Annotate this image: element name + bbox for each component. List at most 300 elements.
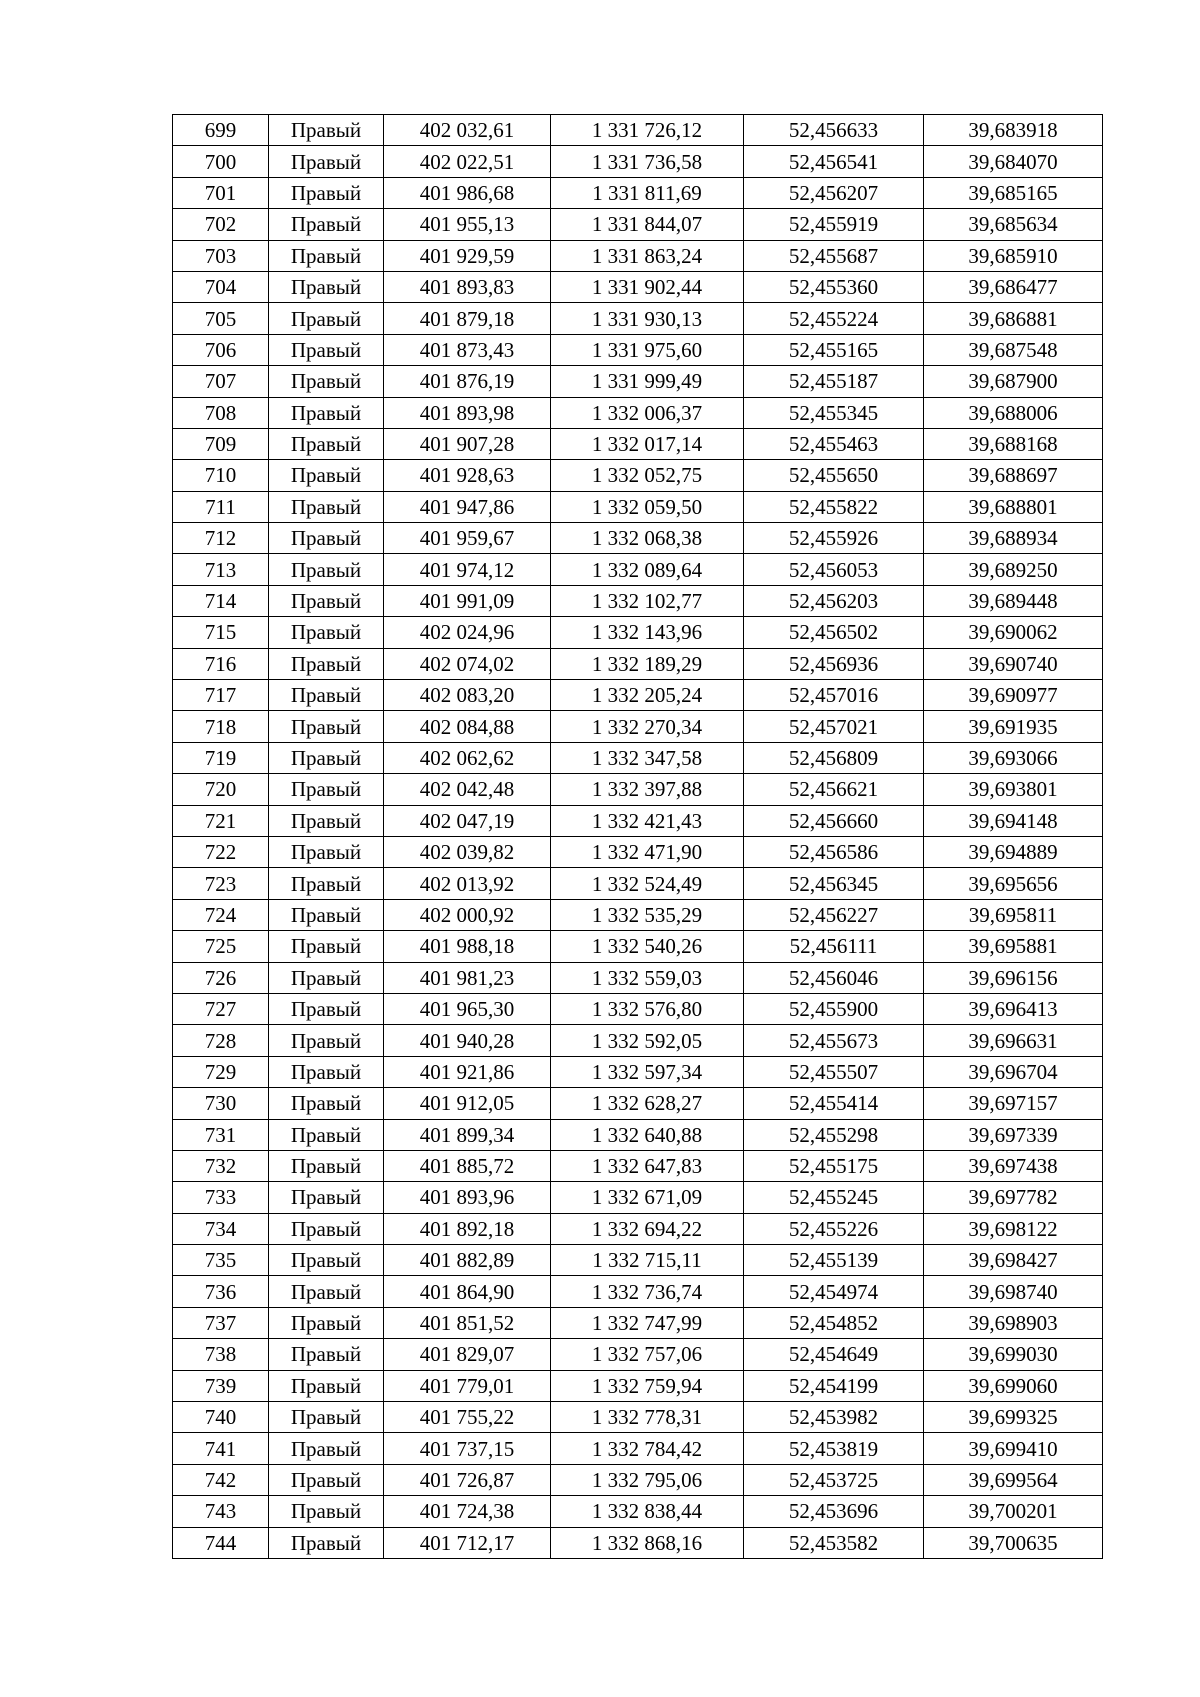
point-number-cell: 744 [173,1527,269,1558]
y-coordinate-cell: 1 332 559,03 [551,962,744,993]
side-cell: Правый [269,617,384,648]
longitude-cell: 39,691935 [924,711,1103,742]
y-coordinate-cell: 1 332 068,38 [551,523,744,554]
side-cell: Правый [269,1464,384,1495]
side-cell: Правый [269,1025,384,1056]
latitude-cell: 52,457021 [744,711,924,742]
x-coordinate-cell: 401 737,15 [384,1433,551,1464]
table-row [173,1527,1103,1558]
point-number-cell: 715 [173,617,269,648]
y-coordinate-cell: 1 331 736,58 [551,146,744,177]
latitude-cell: 52,453982 [744,1402,924,1433]
side-cell: Правый [269,523,384,554]
side-cell: Правый [269,209,384,240]
point-number-cell: 731 [173,1119,269,1150]
table-row [173,428,1103,459]
latitude-cell: 52,454199 [744,1370,924,1401]
y-coordinate-cell: 1 332 576,80 [551,993,744,1024]
latitude-cell: 52,454852 [744,1307,924,1338]
table-row [173,554,1103,585]
latitude-cell: 52,453582 [744,1527,924,1558]
point-number-cell: 729 [173,1056,269,1087]
x-coordinate-cell: 402 084,88 [384,711,551,742]
longitude-cell: 39,696704 [924,1056,1103,1087]
point-number-cell: 739 [173,1370,269,1401]
table-row [173,993,1103,1024]
side-cell: Правый [269,397,384,428]
coordinates-table-body [173,115,1103,1559]
y-coordinate-cell: 1 331 811,69 [551,177,744,208]
x-coordinate-cell: 401 893,83 [384,271,551,302]
latitude-cell: 52,456053 [744,554,924,585]
latitude-cell: 52,455650 [744,460,924,491]
longitude-cell: 39,694889 [924,836,1103,867]
point-number-cell: 735 [173,1245,269,1276]
x-coordinate-cell: 401 893,96 [384,1182,551,1213]
y-coordinate-cell: 1 331 975,60 [551,334,744,365]
side-cell: Правый [269,460,384,491]
x-coordinate-cell: 401 879,18 [384,303,551,334]
latitude-cell: 52,455360 [744,271,924,302]
x-coordinate-cell: 401 755,22 [384,1402,551,1433]
longitude-cell: 39,694148 [924,805,1103,836]
longitude-cell: 39,698122 [924,1213,1103,1244]
side-cell: Правый [269,271,384,302]
y-coordinate-cell: 1 332 778,31 [551,1402,744,1433]
x-coordinate-cell: 401 885,72 [384,1150,551,1181]
point-number-cell: 725 [173,931,269,962]
latitude-cell: 52,457016 [744,680,924,711]
table-row [173,397,1103,428]
x-coordinate-cell: 401 851,52 [384,1307,551,1338]
side-cell: Правый [269,1056,384,1087]
longitude-cell: 39,684070 [924,146,1103,177]
latitude-cell: 52,456046 [744,962,924,993]
latitude-cell: 52,456660 [744,805,924,836]
x-coordinate-cell: 401 893,98 [384,397,551,428]
table-row [173,931,1103,962]
y-coordinate-cell: 1 332 524,49 [551,868,744,899]
point-number-cell: 712 [173,523,269,554]
x-coordinate-cell: 401 991,09 [384,585,551,616]
side-cell: Правый [269,303,384,334]
x-coordinate-cell: 401 912,05 [384,1088,551,1119]
side-cell: Правый [269,1150,384,1181]
point-number-cell: 730 [173,1088,269,1119]
side-cell: Правый [269,240,384,271]
y-coordinate-cell: 1 331 930,13 [551,303,744,334]
point-number-cell: 740 [173,1402,269,1433]
side-cell: Правый [269,1276,384,1307]
table-row [173,460,1103,491]
y-coordinate-cell: 1 332 795,06 [551,1464,744,1495]
longitude-cell: 39,699325 [924,1402,1103,1433]
point-number-cell: 742 [173,1464,269,1495]
table-row [173,899,1103,930]
x-coordinate-cell: 402 062,62 [384,742,551,773]
table-row [173,271,1103,302]
longitude-cell: 39,688697 [924,460,1103,491]
latitude-cell: 52,455687 [744,240,924,271]
side-cell: Правый [269,428,384,459]
latitude-cell: 52,453696 [744,1496,924,1527]
point-number-cell: 705 [173,303,269,334]
longitude-cell: 39,697782 [924,1182,1103,1213]
x-coordinate-cell: 402 047,19 [384,805,551,836]
table-row [173,334,1103,365]
table-row [173,680,1103,711]
table-row [173,1339,1103,1370]
longitude-cell: 39,698740 [924,1276,1103,1307]
latitude-cell: 52,455175 [744,1150,924,1181]
y-coordinate-cell: 1 332 694,22 [551,1213,744,1244]
longitude-cell: 39,686477 [924,271,1103,302]
point-number-cell: 723 [173,868,269,899]
point-number-cell: 736 [173,1276,269,1307]
latitude-cell: 52,456227 [744,899,924,930]
point-number-cell: 741 [173,1433,269,1464]
longitude-cell: 39,689250 [924,554,1103,585]
x-coordinate-cell: 401 882,89 [384,1245,551,1276]
point-number-cell: 727 [173,993,269,1024]
y-coordinate-cell: 1 331 844,07 [551,209,744,240]
side-cell: Правый [269,1088,384,1119]
longitude-cell: 39,690062 [924,617,1103,648]
point-number-cell: 711 [173,491,269,522]
x-coordinate-cell: 401 955,13 [384,209,551,240]
latitude-cell: 52,455926 [744,523,924,554]
table-row [173,146,1103,177]
point-number-cell: 701 [173,177,269,208]
longitude-cell: 39,699564 [924,1464,1103,1495]
side-cell: Правый [269,1370,384,1401]
table-row [173,115,1103,146]
y-coordinate-cell: 1 332 052,75 [551,460,744,491]
table-row [173,1496,1103,1527]
y-coordinate-cell: 1 332 471,90 [551,836,744,867]
table-row [173,742,1103,773]
table-row [173,774,1103,805]
side-cell: Правый [269,836,384,867]
x-coordinate-cell: 401 974,12 [384,554,551,585]
longitude-cell: 39,685910 [924,240,1103,271]
side-cell: Правый [269,146,384,177]
table-row [173,1119,1103,1150]
latitude-cell: 52,455507 [744,1056,924,1087]
y-coordinate-cell: 1 332 736,74 [551,1276,744,1307]
table-row [173,1056,1103,1087]
side-cell: Правый [269,1182,384,1213]
longitude-cell: 39,693801 [924,774,1103,805]
x-coordinate-cell: 401 947,86 [384,491,551,522]
point-number-cell: 721 [173,805,269,836]
side-cell: Правый [269,899,384,930]
point-number-cell: 709 [173,428,269,459]
table-row [173,1402,1103,1433]
side-cell: Правый [269,1527,384,1558]
table-row [173,711,1103,742]
table-row [173,868,1103,899]
longitude-cell: 39,698903 [924,1307,1103,1338]
latitude-cell: 52,456207 [744,177,924,208]
y-coordinate-cell: 1 332 747,99 [551,1307,744,1338]
x-coordinate-cell: 401 829,07 [384,1339,551,1370]
side-cell: Правый [269,1339,384,1370]
latitude-cell: 52,456809 [744,742,924,773]
longitude-cell: 39,696413 [924,993,1103,1024]
longitude-cell: 39,696156 [924,962,1103,993]
longitude-cell: 39,699030 [924,1339,1103,1370]
table-row [173,1276,1103,1307]
x-coordinate-cell: 401 965,30 [384,993,551,1024]
table-row [173,1307,1103,1338]
y-coordinate-cell: 1 332 784,42 [551,1433,744,1464]
y-coordinate-cell: 1 332 597,34 [551,1056,744,1087]
x-coordinate-cell: 401 907,28 [384,428,551,459]
table-row [173,209,1103,240]
table-row [173,648,1103,679]
x-coordinate-cell: 401 988,18 [384,931,551,962]
point-number-cell: 719 [173,742,269,773]
table-row [173,585,1103,616]
latitude-cell: 52,455187 [744,366,924,397]
x-coordinate-cell: 402 074,02 [384,648,551,679]
y-coordinate-cell: 1 332 715,11 [551,1245,744,1276]
x-coordinate-cell: 401 986,68 [384,177,551,208]
side-cell: Правый [269,1307,384,1338]
latitude-cell: 52,455345 [744,397,924,428]
latitude-cell: 52,455139 [744,1245,924,1276]
side-cell: Правый [269,554,384,585]
side-cell: Правый [269,774,384,805]
table-row [173,177,1103,208]
table-row [173,1464,1103,1495]
longitude-cell: 39,699410 [924,1433,1103,1464]
x-coordinate-cell: 401 873,43 [384,334,551,365]
longitude-cell: 39,687900 [924,366,1103,397]
side-cell: Правый [269,1119,384,1150]
latitude-cell: 52,456621 [744,774,924,805]
longitude-cell: 39,685165 [924,177,1103,208]
y-coordinate-cell: 1 332 059,50 [551,491,744,522]
x-coordinate-cell: 401 928,63 [384,460,551,491]
x-coordinate-cell: 402 024,96 [384,617,551,648]
point-number-cell: 720 [173,774,269,805]
table-row [173,240,1103,271]
y-coordinate-cell: 1 332 205,24 [551,680,744,711]
side-cell: Правый [269,993,384,1024]
latitude-cell: 52,455919 [744,209,924,240]
table-row [173,1213,1103,1244]
longitude-cell: 39,688801 [924,491,1103,522]
longitude-cell: 39,686881 [924,303,1103,334]
y-coordinate-cell: 1 332 868,16 [551,1527,744,1558]
point-number-cell: 734 [173,1213,269,1244]
x-coordinate-cell: 401 959,67 [384,523,551,554]
y-coordinate-cell: 1 332 270,34 [551,711,744,742]
y-coordinate-cell: 1 332 347,58 [551,742,744,773]
longitude-cell: 39,697339 [924,1119,1103,1150]
latitude-cell: 52,455226 [744,1213,924,1244]
longitude-cell: 39,695811 [924,899,1103,930]
y-coordinate-cell: 1 332 535,29 [551,899,744,930]
point-number-cell: 706 [173,334,269,365]
side-cell: Правый [269,1433,384,1464]
side-cell: Правый [269,1245,384,1276]
latitude-cell: 52,455822 [744,491,924,522]
latitude-cell: 52,456936 [744,648,924,679]
point-number-cell: 717 [173,680,269,711]
y-coordinate-cell: 1 332 540,26 [551,931,744,962]
table-row [173,1370,1103,1401]
latitude-cell: 52,455165 [744,334,924,365]
longitude-cell: 39,683918 [924,115,1103,146]
y-coordinate-cell: 1 332 006,37 [551,397,744,428]
longitude-cell: 39,688934 [924,523,1103,554]
side-cell: Правый [269,334,384,365]
latitude-cell: 52,453819 [744,1433,924,1464]
side-cell: Правый [269,1496,384,1527]
latitude-cell: 52,456203 [744,585,924,616]
y-coordinate-cell: 1 332 397,88 [551,774,744,805]
x-coordinate-cell: 401 899,34 [384,1119,551,1150]
x-coordinate-cell: 401 892,18 [384,1213,551,1244]
side-cell: Правый [269,805,384,836]
y-coordinate-cell: 1 332 671,09 [551,1182,744,1213]
latitude-cell: 52,455298 [744,1119,924,1150]
latitude-cell: 52,456633 [744,115,924,146]
longitude-cell: 39,698427 [924,1245,1103,1276]
longitude-cell: 39,685634 [924,209,1103,240]
latitude-cell: 52,455414 [744,1088,924,1119]
table-row [173,1025,1103,1056]
point-number-cell: 703 [173,240,269,271]
longitude-cell: 39,693066 [924,742,1103,773]
x-coordinate-cell: 402 039,82 [384,836,551,867]
x-coordinate-cell: 402 083,20 [384,680,551,711]
y-coordinate-cell: 1 331 863,24 [551,240,744,271]
table-row [173,836,1103,867]
latitude-cell: 52,454649 [744,1339,924,1370]
table-row [173,1182,1103,1213]
latitude-cell: 52,456541 [744,146,924,177]
y-coordinate-cell: 1 332 189,29 [551,648,744,679]
point-number-cell: 708 [173,397,269,428]
coordinates-table [172,114,1103,1559]
point-number-cell: 702 [173,209,269,240]
x-coordinate-cell: 402 013,92 [384,868,551,899]
latitude-cell: 52,455245 [744,1182,924,1213]
table-row [173,523,1103,554]
latitude-cell: 52,456345 [744,868,924,899]
latitude-cell: 52,453725 [744,1464,924,1495]
latitude-cell: 52,456502 [744,617,924,648]
y-coordinate-cell: 1 331 902,44 [551,271,744,302]
y-coordinate-cell: 1 332 647,83 [551,1150,744,1181]
table-row [173,1433,1103,1464]
table-row [173,962,1103,993]
table-row [173,617,1103,648]
point-number-cell: 700 [173,146,269,177]
y-coordinate-cell: 1 332 102,77 [551,585,744,616]
point-number-cell: 737 [173,1307,269,1338]
latitude-cell: 52,455900 [744,993,924,1024]
x-coordinate-cell: 402 032,61 [384,115,551,146]
side-cell: Правый [269,931,384,962]
point-number-cell: 718 [173,711,269,742]
longitude-cell: 39,700635 [924,1527,1103,1558]
point-number-cell: 713 [173,554,269,585]
table-row [173,1088,1103,1119]
x-coordinate-cell: 401 864,90 [384,1276,551,1307]
point-number-cell: 743 [173,1496,269,1527]
point-number-cell: 714 [173,585,269,616]
longitude-cell: 39,695881 [924,931,1103,962]
point-number-cell: 716 [173,648,269,679]
point-number-cell: 728 [173,1025,269,1056]
x-coordinate-cell: 402 022,51 [384,146,551,177]
x-coordinate-cell: 402 042,48 [384,774,551,805]
table-row [173,1150,1103,1181]
side-cell: Правый [269,680,384,711]
point-number-cell: 738 [173,1339,269,1370]
longitude-cell: 39,689448 [924,585,1103,616]
table-row [173,491,1103,522]
latitude-cell: 52,456586 [744,836,924,867]
y-coordinate-cell: 1 332 640,88 [551,1119,744,1150]
y-coordinate-cell: 1 332 089,64 [551,554,744,585]
latitude-cell: 52,454974 [744,1276,924,1307]
longitude-cell: 39,688006 [924,397,1103,428]
x-coordinate-cell: 401 779,01 [384,1370,551,1401]
longitude-cell: 39,697157 [924,1088,1103,1119]
latitude-cell: 52,455673 [744,1025,924,1056]
x-coordinate-cell: 401 876,19 [384,366,551,397]
y-coordinate-cell: 1 332 017,14 [551,428,744,459]
side-cell: Правый [269,711,384,742]
point-number-cell: 707 [173,366,269,397]
x-coordinate-cell: 401 940,28 [384,1025,551,1056]
point-number-cell: 732 [173,1150,269,1181]
side-cell: Правый [269,868,384,899]
y-coordinate-cell: 1 332 838,44 [551,1496,744,1527]
y-coordinate-cell: 1 331 999,49 [551,366,744,397]
longitude-cell: 39,700201 [924,1496,1103,1527]
y-coordinate-cell: 1 331 726,12 [551,115,744,146]
longitude-cell: 39,690740 [924,648,1103,679]
side-cell: Правый [269,742,384,773]
y-coordinate-cell: 1 332 421,43 [551,805,744,836]
table-row [173,1245,1103,1276]
side-cell: Правый [269,177,384,208]
latitude-cell: 52,455463 [744,428,924,459]
x-coordinate-cell: 401 712,17 [384,1527,551,1558]
point-number-cell: 710 [173,460,269,491]
point-number-cell: 724 [173,899,269,930]
y-coordinate-cell: 1 332 592,05 [551,1025,744,1056]
side-cell: Правый [269,962,384,993]
table-row [173,805,1103,836]
point-number-cell: 726 [173,962,269,993]
side-cell: Правый [269,115,384,146]
longitude-cell: 39,688168 [924,428,1103,459]
point-number-cell: 722 [173,836,269,867]
side-cell: Правый [269,585,384,616]
x-coordinate-cell: 401 929,59 [384,240,551,271]
side-cell: Правый [269,1402,384,1433]
y-coordinate-cell: 1 332 143,96 [551,617,744,648]
side-cell: Правый [269,366,384,397]
